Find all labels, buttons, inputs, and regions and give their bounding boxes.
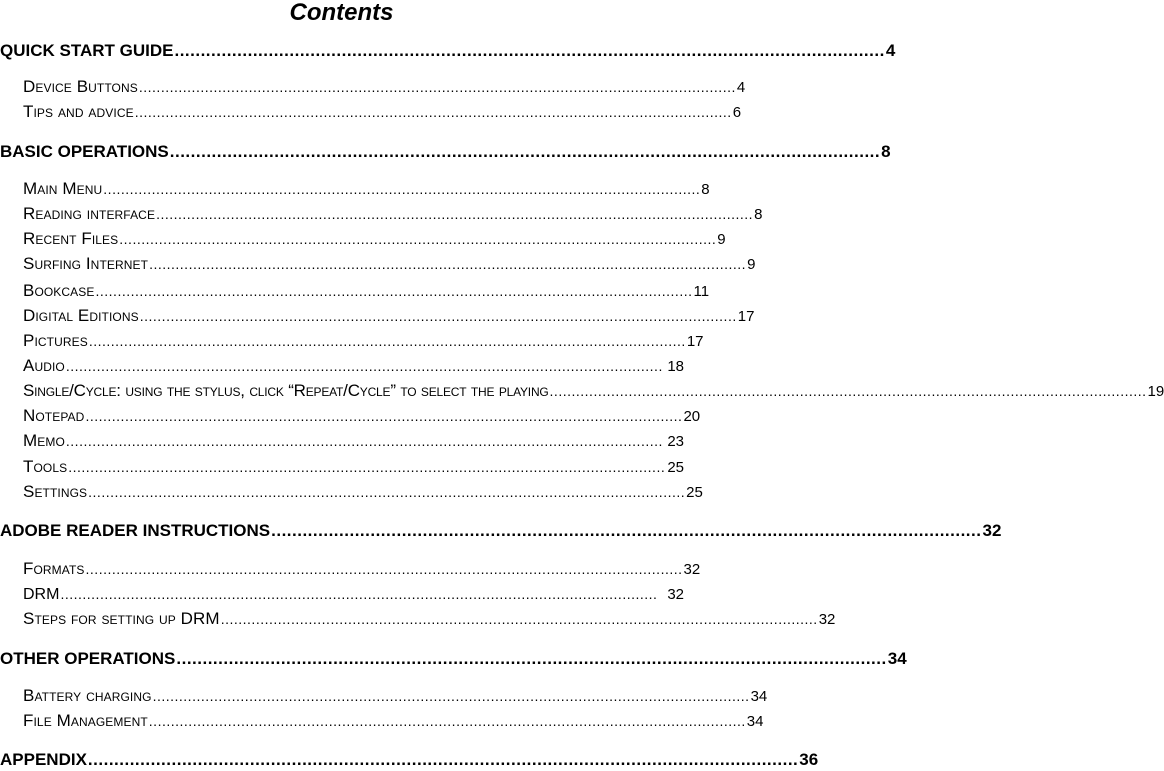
toc-entry-label: Settings (23, 482, 88, 501)
toc-entry-page: 34 (746, 713, 764, 730)
dot-leader: ........................................................................................................................................ (139, 308, 737, 324)
toc-entry-label: Pictures (23, 331, 88, 350)
dot-leader: ........................................................................................................................................ (148, 713, 746, 729)
toc-entry-pictures[interactable] (23, 331, 704, 351)
toc-entry-page: 34 (750, 688, 768, 705)
dot-leader: ........................................................................................................................................ (87, 750, 799, 769)
toc-entry-formats[interactable] (23, 559, 701, 579)
toc-entry-label: ADOBE READER INSTRUCTIONS (0, 521, 271, 540)
toc-entry-page: 4 (736, 79, 746, 96)
dot-leader: ........................................................................................................................................ (119, 231, 717, 247)
toc-entry-page: 17 (686, 333, 704, 350)
dot-leader: ........................................................................................................................................ (176, 649, 887, 668)
toc-entry-page: 36 (799, 750, 819, 769)
toc-entry-page: 32 (683, 561, 701, 578)
toc-entry-page: 8 (701, 181, 710, 198)
toc-entry-label: DRM (23, 586, 60, 603)
toc-entry-device-buttons[interactable] (23, 77, 746, 97)
toc-entry-file-management[interactable] (23, 711, 764, 731)
toc-entry-label: Recent Files (23, 229, 119, 248)
dot-leader: ........................................................................................................................................ (103, 181, 701, 197)
toc-entry-label: Notepad (23, 406, 85, 425)
dot-leader: ........................................................................................................................................ (88, 333, 686, 349)
dot-leader: ........................................................................................................................................ (60, 586, 658, 602)
toc-entry-label: Steps for setting up DRM (23, 609, 220, 628)
toc-entry-page: 17 (737, 308, 755, 325)
toc-entry-label: QUICK START GUIDE (0, 41, 174, 60)
dot-leader: ........................................................................................................................................ (95, 283, 693, 299)
toc-entry-page: 25 (686, 484, 703, 501)
toc-entry-page: 32 (667, 586, 684, 603)
toc-entry-page: 6 (732, 104, 742, 121)
toc-entry-audio[interactable] (23, 356, 684, 376)
toc-entry-page: 19 (1147, 383, 1164, 400)
dot-leader: ........................................................................................................................................ (152, 688, 750, 704)
dot-leader: ........................................................................................................................................ (169, 142, 881, 161)
dot-leader: ........................................................................................................................................ (156, 206, 754, 222)
dot-leader: ........................................................................................................................................ (138, 79, 736, 95)
toc-entry-label: Tips and advice (23, 102, 134, 121)
toc-entry-label: Formats (23, 559, 85, 578)
dot-leader: ........................................................................................................................................ (271, 521, 982, 540)
toc-entry-tips-and-advice[interactable] (23, 102, 742, 122)
toc-entry-page: 25 (667, 459, 684, 476)
dot-leader: ........................................................................................................................................ (65, 358, 663, 374)
toc-entry-label: Digital Editions (23, 306, 139, 325)
toc-entry-label: Tools (23, 457, 68, 476)
toc-entry-main-menu[interactable] (23, 179, 710, 199)
toc-entry-other-operations[interactable] (0, 648, 907, 670)
toc-entry-page: 8 (881, 142, 891, 161)
dot-leader: ........................................................................................................................................ (68, 459, 666, 475)
dot-leader: ........................................................................................................................................ (88, 484, 686, 500)
toc-entry-appendix[interactable] (0, 749, 819, 771)
toc-entry-page: 32 (982, 521, 1002, 540)
toc-entry-page: 8 (754, 206, 763, 223)
toc-entry-label: Memo (23, 431, 65, 450)
toc-entry-label: Reading interface (23, 204, 156, 223)
dot-leader: ........................................................................................................................................ (549, 383, 1147, 399)
toc-entry-drm[interactable] (23, 584, 684, 604)
toc-entry-label: Single/Cycle: using the stylus, click “Repeat/Cycle” to select the playing (23, 381, 549, 400)
dot-leader: ........................................................................................................................................ (174, 41, 885, 60)
toc-entry-page: 9 (747, 256, 756, 273)
toc-entry-tools[interactable] (23, 457, 684, 477)
toc-entry-notepad[interactable] (23, 406, 701, 426)
dot-leader: ........................................................................................................................................ (220, 611, 818, 627)
toc-entry-steps-for-setting-up-drm[interactable] (23, 609, 836, 629)
dot-leader: ........................................................................................................................................ (134, 104, 732, 120)
toc-entry-battery-charging[interactable] (23, 686, 768, 706)
toc-entry-label: Surfing Internet (23, 254, 149, 273)
toc-entry-page: 9 (717, 231, 726, 248)
toc-entry-page: 18 (667, 358, 684, 375)
dot-leader: ........................................................................................................................................ (85, 561, 683, 577)
toc-entry-digital-editions[interactable] (23, 306, 755, 326)
toc-entry-adobe-reader-instructions[interactable] (0, 520, 1002, 542)
toc-entry-label: OTHER OPERATIONS (0, 649, 176, 668)
toc-entry-label: Battery charging (23, 686, 152, 705)
toc-entry-label: BASIC OPERATIONS (0, 142, 169, 161)
toc-entry-page: 23 (667, 433, 684, 450)
toc-entry-memo[interactable] (23, 431, 684, 451)
toc-entry-label: Bookcase (23, 281, 95, 300)
toc-entry-settings[interactable] (23, 482, 703, 502)
toc-entry-label: Audio (23, 356, 65, 375)
toc-entry-quick-start-guide[interactable] (0, 40, 896, 62)
toc-entry-page: 20 (683, 408, 701, 425)
dot-leader: ........................................................................................................................................ (149, 256, 747, 272)
toc-entry-label: APPENDIX (0, 750, 87, 769)
toc-entry-page: 32 (818, 611, 836, 628)
toc-entry-label: File Management (23, 711, 148, 730)
toc-entry-basic-operations[interactable] (0, 141, 891, 163)
toc-entry-page: 4 (885, 41, 896, 60)
toc-entry-page: 34 (887, 649, 907, 668)
toc-entry-single-cycle[interactable] (23, 381, 1164, 401)
toc-entry-bookcase[interactable] (23, 281, 710, 301)
toc-entry-label: Main Menu (23, 179, 103, 198)
dot-leader: ........................................................................................................................................ (65, 433, 663, 449)
toc-entry-reading-interface[interactable] (23, 204, 763, 224)
toc-entry-surfing-internet[interactable] (23, 254, 756, 274)
toc-entry-page: 11 (693, 283, 710, 300)
page-title: Contents (289, 0, 394, 26)
toc-entry-recent-files[interactable] (23, 229, 726, 249)
toc-entry-label: Device Buttons (23, 77, 138, 96)
dot-leader: ........................................................................................................................................ (85, 408, 683, 424)
